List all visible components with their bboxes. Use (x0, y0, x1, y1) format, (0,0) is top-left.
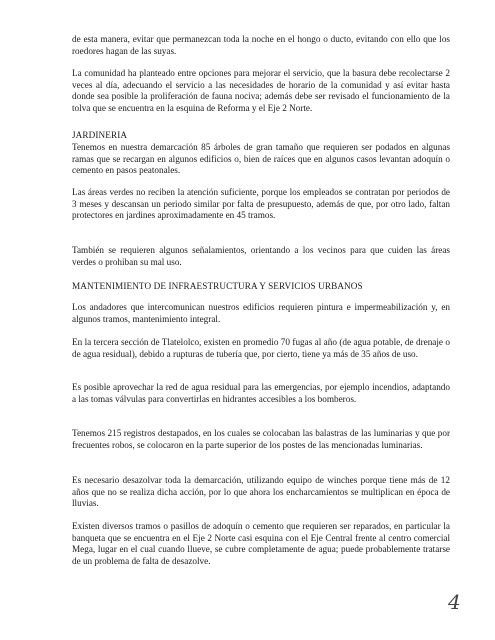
section-heading-jardineria: JARDINERIA (72, 130, 128, 140)
paragraph-adoquin: Existen diversos tramos o pasillos de adoquín o cemento que requieren ser reparados, en particular la banqueta que se encuentra en el Eje 2 Norte casi esquina con el Eje Central frente al centro comercial Mega, lugar en el cual cuando llueve, se cubre completamente de agua; puede probablemente tratarse de un problema de falta de desazolve. (72, 521, 450, 566)
paragraph-arboles: Tenemos en nuestra demarcación 85 árboles de gran tamaño que requieren ser podados en algunas ramas que se recargan en algunos edificios o, bien de raíces que en algunos casos levantan adoquín o cemento en pasos peatonales. (72, 142, 450, 176)
paragraph-agua-residual: Es posible aprovechar la red de agua residual para las emergencias, por ejemplo incendios, adaptando a las tomas válvulas para convertirlas en hidrantes accesibles a los bomberos. (72, 382, 450, 404)
page-number: 4 (448, 590, 461, 614)
paragraph-registros: Tenemos 215 registros destapados, en los cuales se colocaban las balastras de las luminarias y que por frecuentes robos, se colocaron en la parte superior de los postes de las mencionadas luminarias. (72, 428, 450, 450)
section-heading-mantenimiento: MANTENIMIENTO DE INFRAESTRUCTURA Y SERVICIOS URBANOS (72, 281, 363, 291)
paragraph-intro: de esta manera, evitar que permanezcan toda la noche en el hongo o ducto, evitando con ello que los roedores hagan de las suyas. (72, 34, 450, 56)
paragraph-areas-verdes: Las áreas verdes no reciben la atención suficiente, porque los empleados se contratan por periodos de 3 meses y descansan un periodo similar por falta de presupuesto, además de que, por otro lado, faltan protectores en jardines aproximadamente en 45 tramos. (72, 187, 450, 221)
paragraph-fugas: En la tercera sección de Tlatelolco, existen en promedio 70 fugas al año (de agua potable, de drenaje o de agua residual), debido a rupturas de tubería que, por cierto, tiene ya más de 35 años de uso. (72, 337, 450, 359)
paragraph-senalamientos: También se requieren algunos señalamientos, orientando a los vecinos para que cuiden las áreas verdes o prohiban su mal uso. (72, 245, 450, 267)
paragraph-desazolvar: Es necesario desazolvar toda la demarcación, utilizando equipo de winches porque tiene más de 12 años que no se realiza dicha acción, por lo que ahora los encharcamientos se multiplican en época de lluvias. (72, 475, 450, 509)
paragraph-andadores: Los andadores que intercomunican nuestros edificios requieren pintura e impermeabilización y, en algunos tramos, mantenimiento integral. (72, 302, 450, 324)
paragraph-basura: La comunidad ha planteado entre opciones para mejorar el servicio, que la basura debe recolectarse 2 veces al día, adecuando el servicio a las necesidades de horario de la comunidad y así evitar hasta donde sea posible la proliferación de fauna nociva; además debe ser revisado el funcionamiento de la tolva que se encuentra en la esquina de Reforma y el Eje 2 Norte. (72, 68, 450, 113)
